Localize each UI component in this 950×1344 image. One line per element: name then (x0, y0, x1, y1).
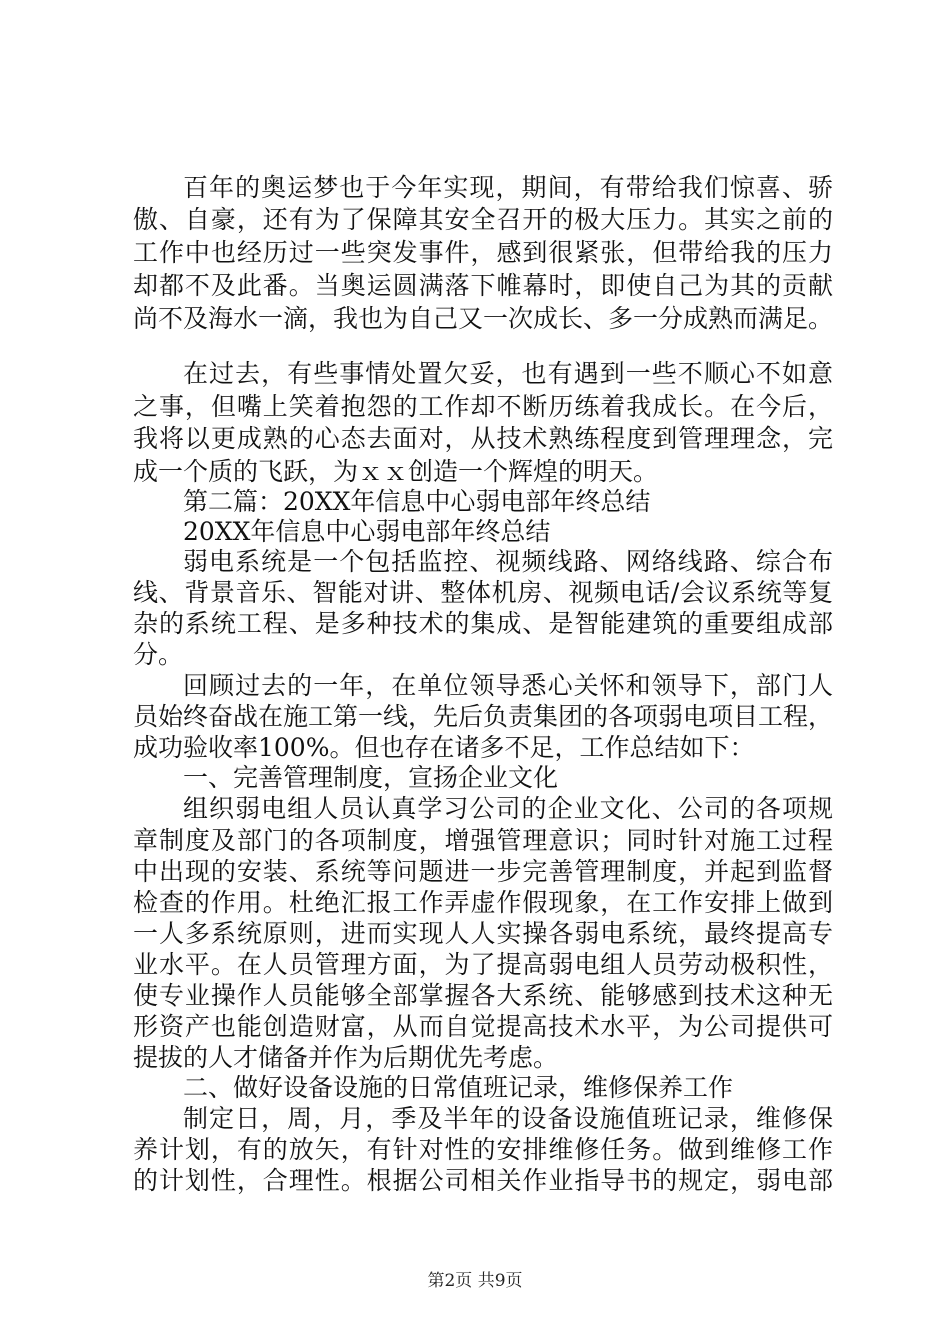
paragraph-line: 却都不及此番。当奥运圆满落下帷幕时，即使自己为其的贡献 (133, 271, 833, 300)
paragraph-line: 杂的系统工程、是多种技术的集成、是智能建筑的重要组成部 (133, 609, 833, 638)
paragraph-line: 线、背景音乐、智能对讲、整体机房、视频电话/会议系统等复 (133, 578, 833, 607)
page-number: 第2页 共9页 (427, 1271, 523, 1291)
paragraph-line: 百年的奥运梦也于今年实现，期间，有带给我们惊喜、骄 (183, 173, 833, 202)
paragraph-line: 的计划性，合理性。根据公司相关作业指导书的规定，弱电部 (133, 1166, 833, 1195)
paragraph-line: 形资产也能创造财富，从而自觉提高技术水平，为公司提供可 (133, 1012, 833, 1041)
section-heading: 一、完善管理制度，宣扬企业文化 (183, 763, 559, 792)
paragraph-line: 弱电系统是一个包括监控、视频线路、网络线路、综合布 (183, 547, 833, 576)
paragraph-line: 工作中也经历过一些突发事件，感到很紧张，但带给我的压力 (133, 238, 833, 267)
paragraph-line: 员始终奋战在施工第一线，先后负责集团的各项弱电项目工程， (133, 702, 834, 731)
paragraph-line: 组织弱电组人员认真学习公司的企业文化、公司的各项规 (183, 794, 833, 823)
paragraph-line: 在过去，有些事情处置欠妥，也有遇到一些不顺心不如意 (183, 359, 833, 388)
paragraph-line: 傲、自豪，还有为了保障其安全召开的极大压力。其实之前的 (133, 205, 833, 234)
paragraph-line: 使专业操作人员能够全部掌握各大系统、能够感到技术这种无 (133, 981, 833, 1010)
paragraph-line: 章制度及部门的各项制度，增强管理意识；同时针对施工过程 (133, 826, 833, 855)
paragraph-line: 分。 (133, 640, 184, 669)
paragraph-line: 尚不及海水一滴，我也为自己又一次成长、多一分成熟而满足。 (133, 304, 834, 333)
paragraph-line: 我将以更成熟的心态去面对，从技术熟练程度到管理理念，完 (133, 424, 833, 453)
paragraph-line: 一人多系统原则，进而实现人人实操各弱电系统，最终提高专 (133, 919, 833, 948)
paragraph-line: 养计划，有的放矢，有针对性的安排维修任务。做到维修工作 (133, 1135, 833, 1164)
paragraph-line: 之事，但嘴上笑着抱怨的工作却不断历练着我成长。在今后， (133, 392, 833, 421)
paragraph-line: 业水平。在人员管理方面，为了提高弱电组人员劳动极积性， (133, 950, 833, 979)
document-title: 20XX年信息中心弱电部年终总结 (183, 517, 551, 546)
section-heading: 二、做好设备设施的日常值班记录，维修保养工作 (183, 1073, 734, 1102)
paragraph-line: 成一个质的飞跃，为ｘｘ创造一个辉煌的明天。 (133, 457, 659, 486)
paragraph-line: 提拔的人才储备并作为后期优先考虑。 (133, 1043, 559, 1072)
paragraph-line: 制定日，周，月，季及半年的设备设施值班记录，维修保 (183, 1104, 833, 1133)
paragraph-line: 检查的作用。杜绝汇报工作弄虚作假现象，在工作安排上做到 (133, 888, 833, 917)
paragraph-line: 成功验收率100%。但也存在诸多不足，工作总结如下： (133, 733, 755, 762)
paragraph-line: 中出现的安装、系统等问题进一步完善管理制度，并起到监督 (133, 857, 833, 886)
paragraph-line: 回顾过去的一年，在单位领导悉心关怀和领导下，部门人 (183, 671, 833, 700)
section-title: 第二篇：20XX年信息中心弱电部年终总结 (183, 487, 651, 516)
